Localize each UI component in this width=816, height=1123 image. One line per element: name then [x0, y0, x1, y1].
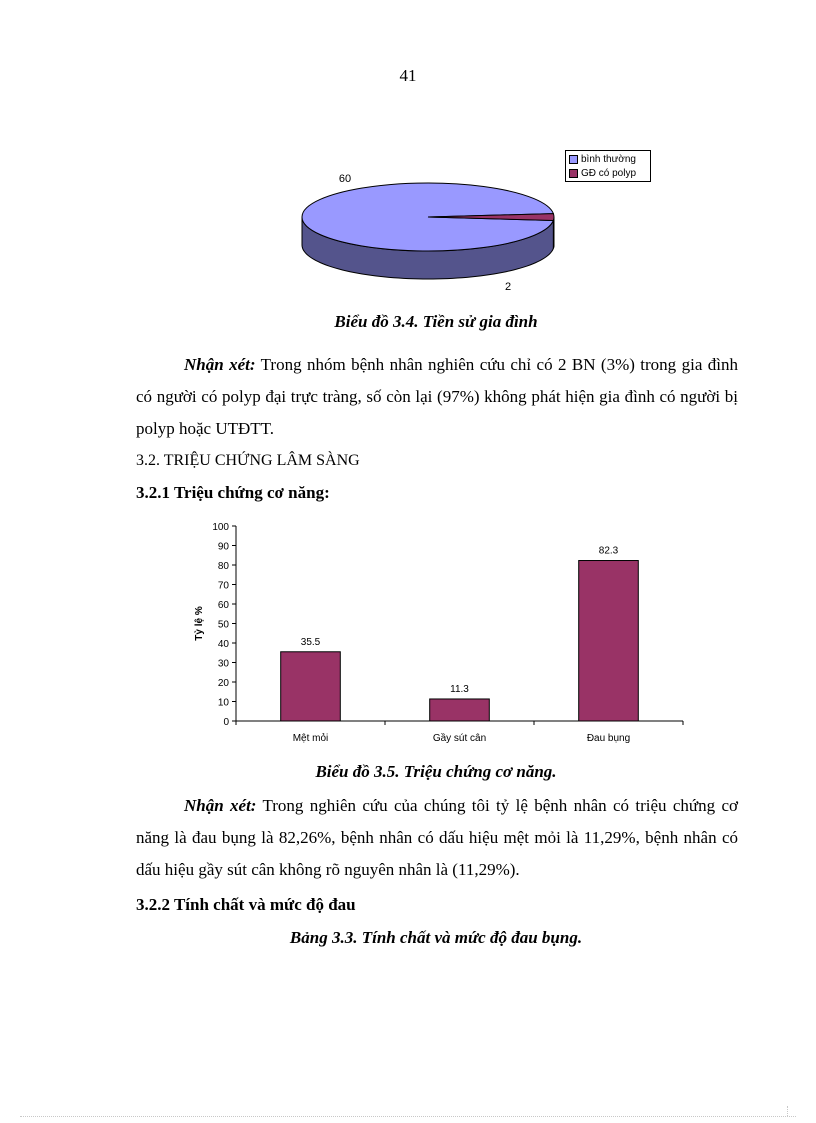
table-caption: Bảng 3.3. Tính chất và mức độ đau bụng. [289, 928, 583, 947]
bar [281, 652, 341, 721]
y-tick-label: 60 [217, 600, 229, 611]
y-tick-label: 100 [212, 522, 229, 533]
legend-label: GĐ có polyp [581, 167, 637, 179]
paragraph [136, 790, 738, 886]
y-tick-label: 10 [217, 697, 229, 709]
pie-chart [290, 165, 570, 295]
y-tick-label: 70 [217, 580, 229, 592]
pie-legend [565, 150, 651, 182]
x-category-label: Gầy sút cân [432, 733, 487, 744]
paragraph-lead: Nhận xét: [184, 355, 256, 374]
legend-swatch [569, 169, 578, 178]
x-category-label: Mệt mỏi [292, 733, 329, 744]
figure-caption: Biểu đồ 3.5. Triệu chứng cơ năng. [315, 762, 557, 781]
legend-label: bình thường [581, 153, 636, 165]
legend-item [569, 152, 647, 166]
y-tick-label: 0 [223, 717, 229, 728]
x-category-label: Đau bụng [586, 733, 631, 744]
subsection-heading: 3.2.2 Tính chất và mức độ đau [136, 895, 356, 914]
subsection-heading: 3.2.1 Triệu chứng cơ năng: [136, 483, 330, 502]
paragraph-text: Trong nhóm bệnh nhân nghiên cứu chỉ có 2 BN (3%) trong gia đình có người có polyp đại trực tràng, số còn lại (97%) không phát hiện gia đình có người bị polyp hoặc UTĐTT. [136, 355, 738, 438]
bar-data-label: 35.5 [300, 636, 321, 648]
pie-data-label-1: 2 [504, 281, 512, 293]
y-tick-label: 80 [217, 561, 229, 572]
page-corner-mark [787, 1106, 788, 1116]
section-heading: 3.2. TRIỆU CHỨNG LÂM SÀNG [136, 452, 360, 469]
paragraph-text: Trong nghiên cứu của chúng tôi tỷ lệ bệnh nhân có triệu chứng cơ năng là đau bụng là 82,26%, bệnh nhân có dấu hiệu mệt mỏi là 11,29%, bệnh nhân có dấu hiệu gầy sút cân không rõ nguyên nhân là (11,29%). [136, 796, 738, 879]
bar-chart [185, 515, 695, 750]
y-tick-label: 90 [217, 541, 229, 553]
figure-caption: Biểu đồ 3.4. Tiền sử gia đình [334, 312, 538, 331]
bar [430, 699, 490, 721]
y-tick-label: 30 [217, 658, 229, 670]
page-bottom-rule [20, 1116, 796, 1117]
legend-swatch [569, 155, 578, 164]
y-tick-label: 20 [217, 678, 229, 689]
bar [579, 561, 639, 721]
y-tick-label: 40 [217, 639, 229, 650]
legend-item [569, 166, 647, 180]
page-number: 41 [399, 66, 417, 85]
paragraph [136, 349, 738, 445]
pie-data-label-0: 60 [338, 173, 352, 185]
paragraph-lead: Nhận xét: [184, 796, 257, 815]
bar-data-label: 82.3 [598, 545, 619, 557]
y-axis-label: Tỷ lệ % [194, 606, 205, 641]
pie-side-wall-1 [553, 217, 554, 248]
bar-data-label: 11.3 [450, 683, 469, 695]
y-tick-label: 50 [217, 619, 229, 631]
